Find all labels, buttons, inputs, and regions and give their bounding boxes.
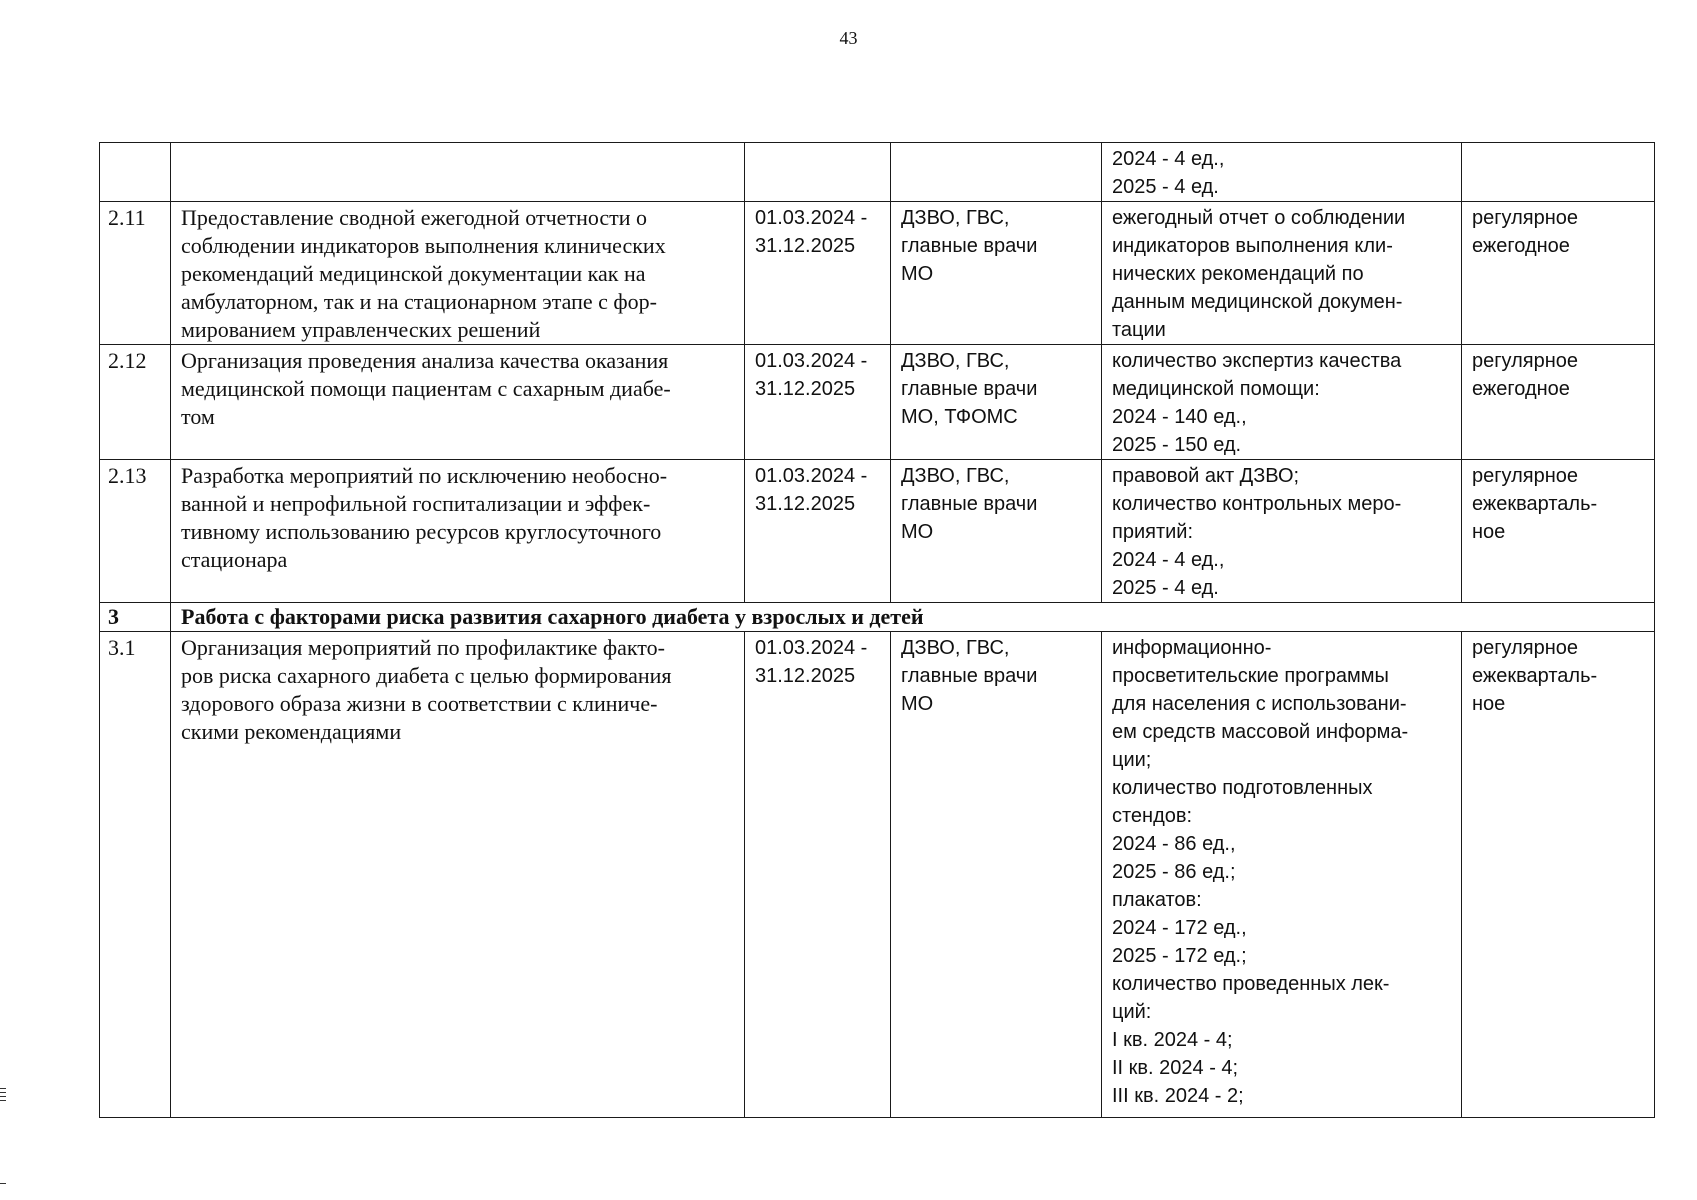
dates-cell <box>745 202 891 345</box>
cell-line: ное <box>1472 521 1506 543</box>
cell-line: том <box>181 404 215 429</box>
table-row <box>100 202 1655 345</box>
cell-line: МО <box>901 263 934 285</box>
cell-line: регулярное <box>1472 350 1579 372</box>
cell-line: Разработка мероприятий по исключению необосно- <box>181 463 668 488</box>
indicator-cell <box>1102 202 1462 345</box>
table-row <box>100 460 1655 603</box>
cell-line: Организация мероприятий по профилактике факто- <box>181 635 665 660</box>
cell-line: здорового образа жизни в соответствии с клиниче- <box>181 691 658 716</box>
cell-line: III кв. 2024 - 2; <box>1112 1085 1244 1107</box>
row-number: 2.13 <box>100 460 171 603</box>
cell-line: главные врачи <box>901 235 1038 257</box>
cell-line: регулярное <box>1472 637 1579 659</box>
cell-line: мированием управленческих решений <box>181 317 541 342</box>
cell-line: информационно- <box>1112 637 1272 659</box>
cell-line: 2025 - 172 ед.; <box>1112 945 1247 967</box>
responsible-cell <box>891 345 1102 460</box>
cell-line: 31.12.2025 <box>755 493 856 515</box>
cell-line: количество проведенных лек- <box>1112 973 1390 995</box>
indicator-cell <box>1102 345 1462 460</box>
responsible-cell <box>891 143 1102 202</box>
cell-line: медицинской помощи: <box>1112 378 1320 400</box>
cell-line: ное <box>1472 693 1506 715</box>
cell-line: стационара <box>181 547 288 572</box>
cell-line: приятий: <box>1112 521 1194 543</box>
cell-line: II кв. 2024 - 4; <box>1112 1057 1239 1079</box>
cell-line: правовой акт ДЗВО; <box>1112 465 1300 487</box>
section-header-row <box>100 603 1655 632</box>
cell-line: ежегодное <box>1472 378 1570 400</box>
frequency-cell <box>1462 345 1655 460</box>
indicator-cell <box>1102 143 1462 202</box>
margin-mark <box>0 1088 6 1089</box>
row-number: 2.11 <box>100 202 171 345</box>
cell-line: ванной и непрофильной госпитализации и эффек- <box>181 491 651 516</box>
cell-line: нических рекомендаций по <box>1112 263 1364 285</box>
activity-cell <box>171 202 745 345</box>
cell-line: ежекварталь- <box>1472 493 1598 515</box>
cell-line: ции; <box>1112 749 1152 771</box>
cell-line: 31.12.2025 <box>755 665 856 687</box>
cell-line: ДЗВО, ГВС, <box>901 465 1010 487</box>
cell-line: 01.03.2024 - <box>755 637 868 659</box>
cell-line: ций: <box>1112 1001 1152 1023</box>
frequency-cell <box>1462 143 1655 202</box>
cell-line: 2024 - 172 ед., <box>1112 917 1247 939</box>
cell-line: тации <box>1112 319 1166 341</box>
frequency-cell <box>1462 460 1655 603</box>
cell-line: ДЗВО, ГВС, <box>901 637 1010 659</box>
cell-line: ежегодное <box>1472 235 1570 257</box>
indicator-cell <box>1102 632 1462 1118</box>
cell-line: ежегодный отчет о соблюдении <box>1112 207 1406 229</box>
cell-line: соблюдении индикаторов выполнения клинических <box>181 233 666 258</box>
cell-line: медицинской помощи пациентам с сахарным диабе- <box>181 376 671 401</box>
margin-mark <box>0 1183 6 1184</box>
cell-line: МО, ТФОМС <box>901 406 1018 428</box>
table-body <box>100 143 1655 1118</box>
cell-line: главные врачи <box>901 665 1038 687</box>
margin-mark <box>0 1092 6 1093</box>
cell-line: скими рекомендациями <box>181 719 402 744</box>
cell-line: количество экспертиз качества <box>1112 350 1402 372</box>
indicator-cell <box>1102 460 1462 603</box>
cell-line: просветительские программы <box>1112 665 1389 687</box>
cell-line: для населения с использовани- <box>1112 693 1407 715</box>
table-row <box>100 143 1655 202</box>
row-number <box>100 143 171 202</box>
section-title: Работа с факторами риска развития сахарного диабета у взрослых и детей <box>171 603 1655 632</box>
cell-line: стендов: <box>1112 805 1193 827</box>
margin-mark <box>0 1096 6 1097</box>
cell-line: 01.03.2024 - <box>755 207 868 229</box>
cell-line: регулярное <box>1472 465 1579 487</box>
cell-line: 01.03.2024 - <box>755 465 868 487</box>
cell-line: регулярное <box>1472 207 1579 229</box>
row-number: 3 <box>100 603 171 632</box>
cell-line: 2025 - 150 ед. <box>1112 434 1242 456</box>
cell-line: ров риска сахарного диабета с целью формирования <box>181 663 672 688</box>
table-row <box>100 632 1655 1118</box>
cell-line: 01.03.2024 - <box>755 350 868 372</box>
row-number: 2.12 <box>100 345 171 460</box>
cell-line: 2024 - 4 ед., <box>1112 549 1225 571</box>
activity-cell <box>171 460 745 603</box>
row-number: 3.1 <box>100 632 171 1118</box>
cell-line: тивному использованию ресурсов круглосуточного <box>181 519 662 544</box>
cell-line: рекомендаций медицинской документации как на <box>181 261 646 286</box>
cell-line: 31.12.2025 <box>755 235 856 257</box>
cell-line: ДЗВО, ГВС, <box>901 207 1010 229</box>
margin-mark <box>0 1100 6 1101</box>
activity-cell <box>171 632 745 1118</box>
cell-line: ем средств массовой информа- <box>1112 721 1409 743</box>
cell-line: плакатов: <box>1112 889 1202 911</box>
cell-line: количество контрольных меро- <box>1112 493 1402 515</box>
responsible-cell <box>891 202 1102 345</box>
responsible-cell <box>891 460 1102 603</box>
cell-line: 2024 - 140 ед., <box>1112 406 1247 428</box>
activity-cell <box>171 143 745 202</box>
cell-line: индикаторов выполнения кли- <box>1112 235 1393 257</box>
dates-cell <box>745 143 891 202</box>
cell-line: 31.12.2025 <box>755 378 856 400</box>
frequency-cell <box>1462 202 1655 345</box>
cell-line: данным медицинской докумен- <box>1112 291 1403 313</box>
cell-line: 2024 - 4 ед., <box>1112 148 1225 170</box>
page-number: 43 <box>839 28 858 48</box>
cell-line: ДЗВО, ГВС, <box>901 350 1010 372</box>
dates-cell <box>745 345 891 460</box>
dates-cell <box>745 460 891 603</box>
cell-line: ежекварталь- <box>1472 665 1598 687</box>
cell-line: I кв. 2024 - 4; <box>1112 1029 1233 1051</box>
cell-line: МО <box>901 693 934 715</box>
cell-line: главные врачи <box>901 378 1038 400</box>
cell-line: Предоставление сводной ежегодной отчетности о <box>181 205 648 230</box>
cell-line: 2025 - 86 ед.; <box>1112 861 1236 883</box>
cell-line: амбулаторном, так и на стационарном этапе с фор- <box>181 289 657 314</box>
cell-line: 2025 - 4 ед. <box>1112 176 1219 198</box>
cell-line: 2024 - 86 ед., <box>1112 833 1236 855</box>
action-plan-table <box>99 142 1655 1118</box>
cell-line: Организация проведения анализа качества оказания <box>181 348 669 373</box>
responsible-cell <box>891 632 1102 1118</box>
activity-cell <box>171 345 745 460</box>
cell-line: количество подготовленных <box>1112 777 1373 799</box>
frequency-cell <box>1462 632 1655 1118</box>
cell-line: МО <box>901 521 934 543</box>
cell-line: 2025 - 4 ед. <box>1112 577 1219 599</box>
dates-cell <box>745 632 891 1118</box>
cell-line: главные врачи <box>901 493 1038 515</box>
table-row <box>100 345 1655 460</box>
